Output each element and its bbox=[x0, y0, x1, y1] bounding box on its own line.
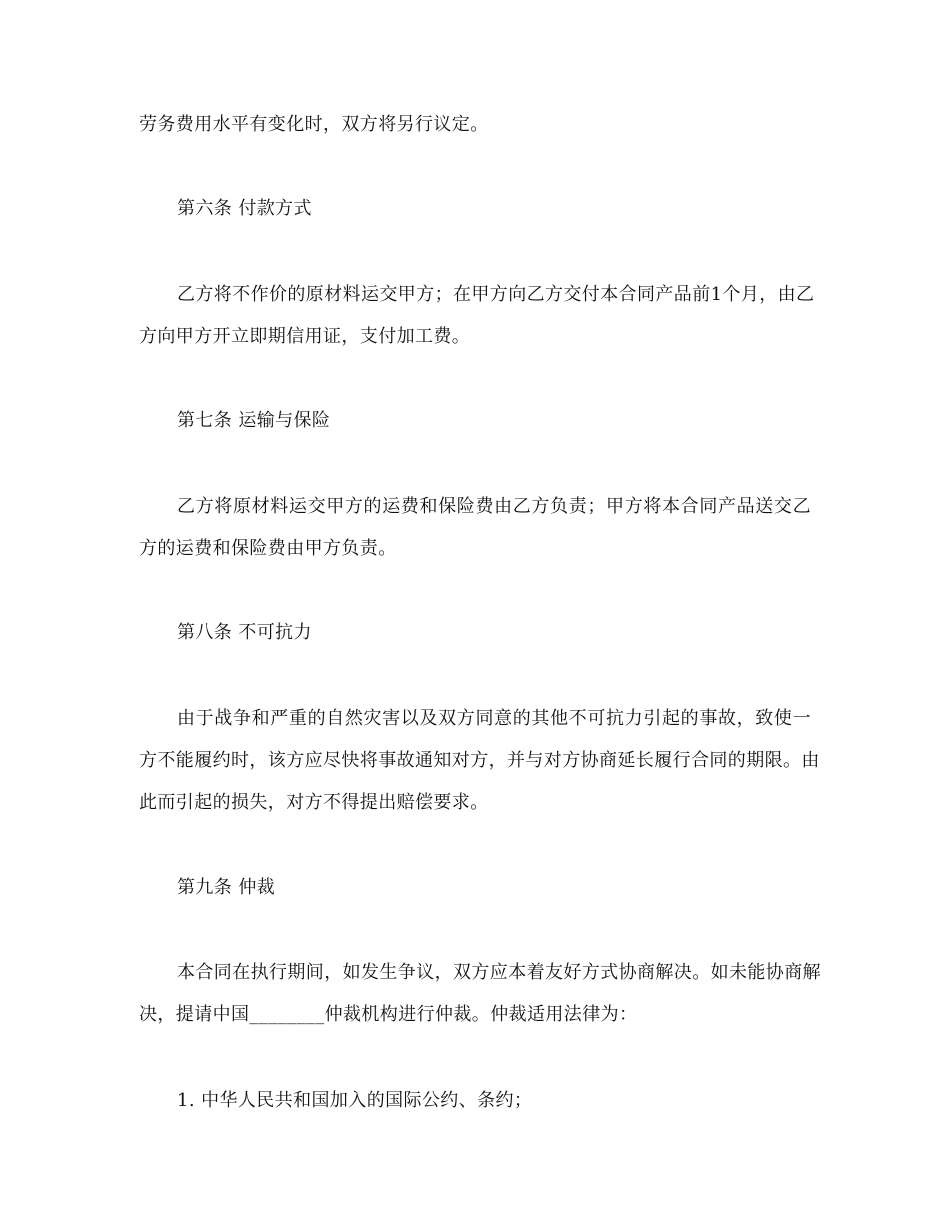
article-9-line-2: 决，提请中国________仲裁机构进行仲裁。仲裁适用法律为： bbox=[139, 1004, 638, 1025]
article-8-line-3: 此而引起的损失，对方不得提出赔偿要求。 bbox=[139, 792, 489, 813]
article-9-line-1: 本合同在执行期间，如发生争议，双方应本着友好方式协商解决。如未能协商解 bbox=[177, 962, 821, 983]
article-7-line-1: 乙方将原材料运交甲方的运费和保险费由乙方负责；甲方将本合同产品送交乙 bbox=[177, 496, 811, 517]
article-6-line-2: 方向甲方开立即期信用证，支付加工费。 bbox=[139, 326, 471, 347]
article-6-heading: 第六条 付款方式 bbox=[177, 198, 312, 219]
article-8-heading: 第八条 不可抗力 bbox=[177, 622, 312, 643]
article-9-heading: 第九条 仲裁 bbox=[177, 877, 276, 898]
paragraph-line: 劳务费用水平有变化时，双方将另行议定。 bbox=[139, 114, 489, 135]
article-6-line-1: 乙方将不作价的原材料运交甲方；在甲方向乙方交付本合同产品前1个月，由乙 bbox=[177, 284, 815, 305]
article-8-line-2: 方不能履约时，该方应尽快将事故通知对方，并与对方协商延长履行合同的期限。由 bbox=[139, 750, 820, 771]
article-8-line-1: 由于战争和严重的自然灾害以及双方同意的其他不可抗力引起的事故，致使一 bbox=[177, 708, 811, 729]
article-7-heading: 第七条 运输与保险 bbox=[177, 410, 331, 431]
article-9-list-item-1: 1. 中华人民共和国加入的国际公约、条约； bbox=[177, 1090, 533, 1111]
article-7-line-2: 方的运费和保险费由甲方负责。 bbox=[139, 538, 397, 559]
